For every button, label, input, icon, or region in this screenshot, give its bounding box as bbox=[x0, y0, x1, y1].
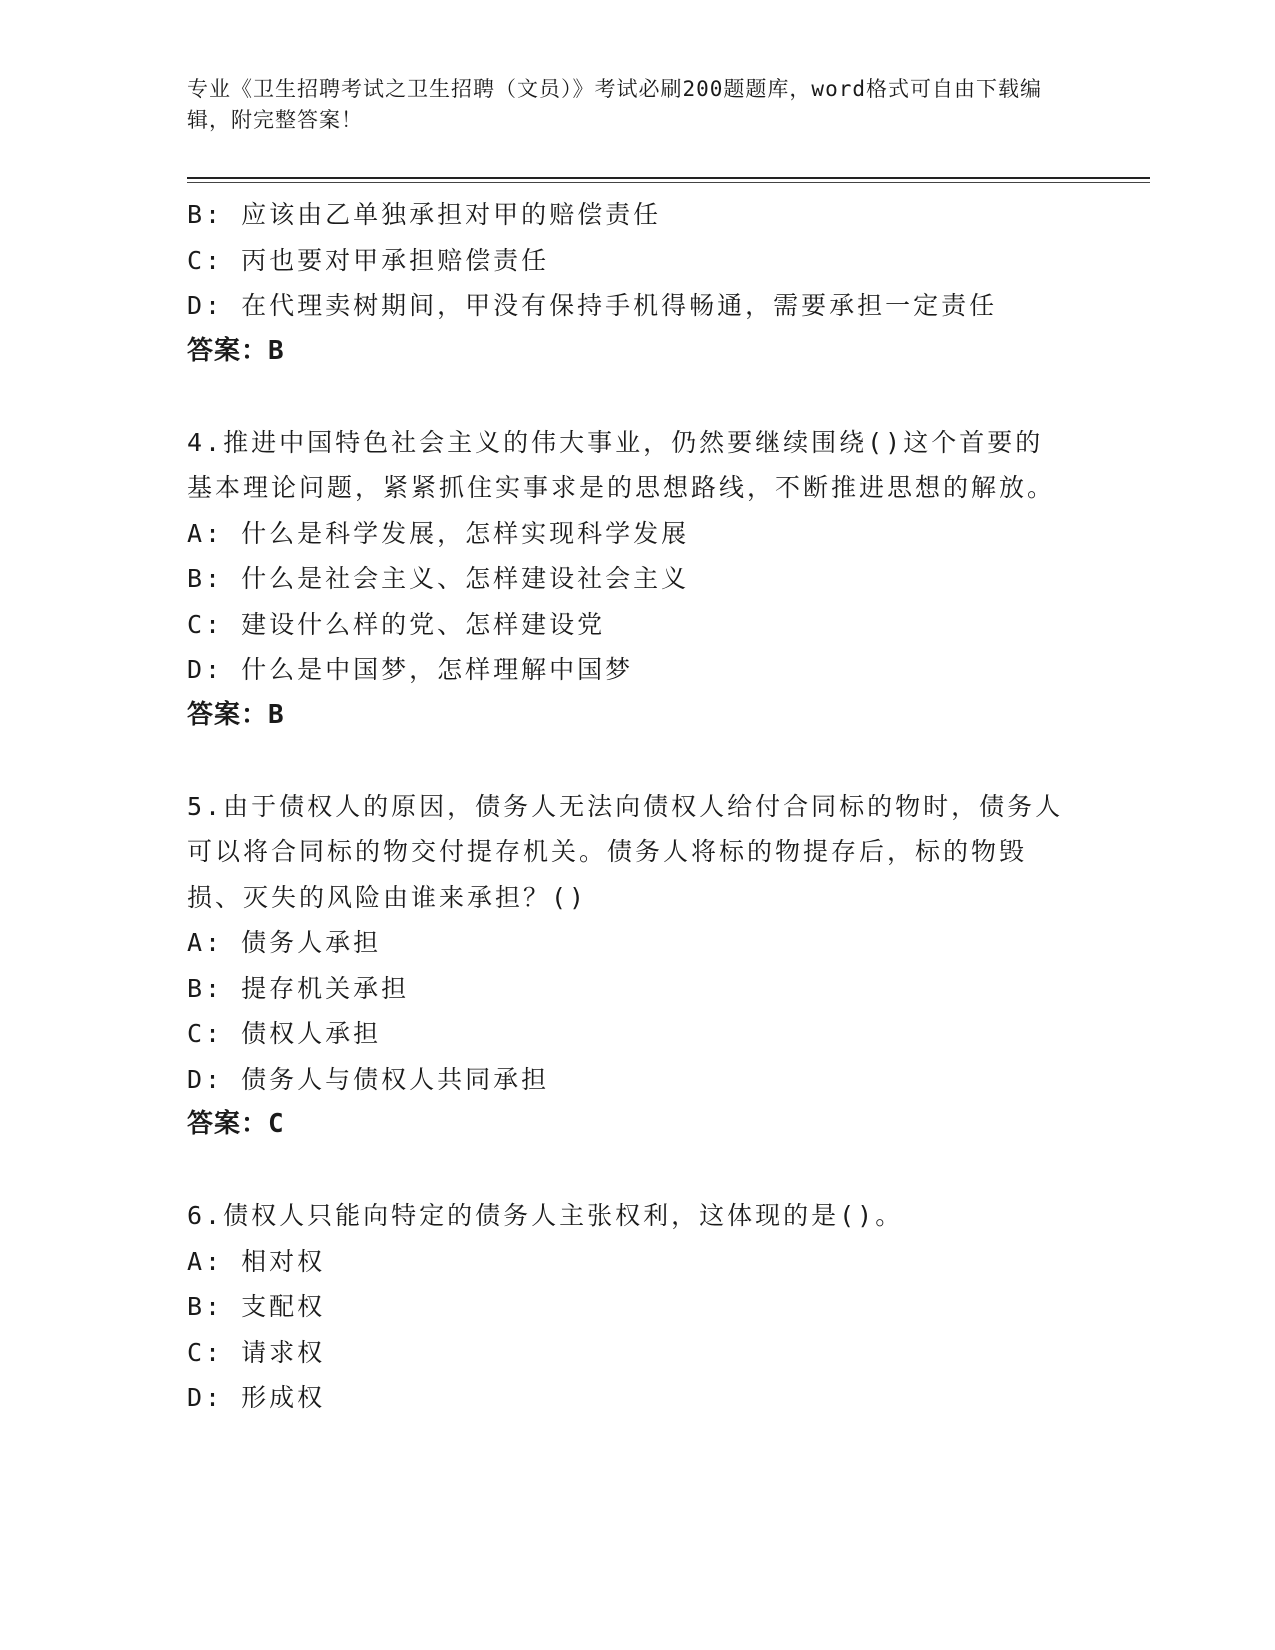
answer-label: 答案： bbox=[187, 699, 269, 730]
header-rule-thick bbox=[187, 177, 1150, 179]
answer-label: 答案： bbox=[187, 335, 269, 366]
question-4 bbox=[187, 420, 1067, 739]
question-list bbox=[187, 192, 1067, 1421]
answer-value: B bbox=[268, 335, 285, 366]
spacer bbox=[187, 1148, 1067, 1194]
question-3-tail bbox=[187, 192, 1067, 374]
answer-line bbox=[187, 693, 1067, 739]
answer-line bbox=[187, 329, 1067, 375]
document-header: 专业《卫生招聘考试之卫生招聘（文员）》考试必刷200题题库，word格式可自由下载编辑，附完整答案！ bbox=[187, 77, 1042, 132]
option-a: A: 什么是科学发展，怎样实现科学发展 bbox=[187, 518, 690, 548]
question-stem: 5.由于债权人的原因，债务人无法向债权人给付合同标的物时，债务人可以将合同标的物交付提存机关。债务人将标的物提存后，标的物毁损、灭失的风险由谁来承担？() bbox=[187, 791, 1064, 912]
option-a: A: 债务人承担 bbox=[187, 928, 382, 957]
answer-value: B bbox=[268, 699, 285, 730]
option-b: B: 什么是社会主义、怎样建设社会主义 bbox=[187, 564, 690, 593]
option-c: C: 请求权 bbox=[187, 1337, 326, 1367]
question-6 bbox=[187, 1193, 1067, 1421]
answer-label: 答案： bbox=[187, 1109, 269, 1139]
option-c: C: 丙也要对甲承担赔偿责任 bbox=[187, 245, 550, 275]
option-d: D: 形成权 bbox=[187, 1383, 326, 1412]
question-5 bbox=[187, 784, 1067, 1148]
spacer bbox=[187, 374, 1067, 420]
option-c: C: 建设什么样的党、怎样建设党 bbox=[187, 609, 606, 639]
option-b: B: 支配权 bbox=[187, 1292, 326, 1321]
question-stem: 6.债权人只能向特定的债务人主张权利，这体现的是()。 bbox=[187, 1201, 904, 1230]
header-rule-thin bbox=[187, 182, 1150, 183]
answer-value: C bbox=[268, 1109, 285, 1139]
answer-line bbox=[187, 1102, 1067, 1148]
question-stem: 4.推进中国特色社会主义的伟大事业，仍然要继续围绕()这个首要的基本理论问题，紧紧抓住实事求是的思想路线，不断推进思想的解放。 bbox=[187, 427, 1056, 502]
option-d: D: 在代理卖树期间，甲没有保持手机得畅通，需要承担一定责任 bbox=[187, 291, 998, 320]
option-d: D: 债务人与债权人共同承担 bbox=[187, 1064, 550, 1094]
option-c: C: 债权人承担 bbox=[187, 1019, 382, 1048]
option-b: B: 应该由乙单独承担对甲的赔偿责任 bbox=[187, 200, 662, 229]
spacer bbox=[187, 738, 1067, 784]
option-a: A: 相对权 bbox=[187, 1246, 326, 1276]
option-d: D: 什么是中国梦，怎样理解中国梦 bbox=[187, 655, 634, 684]
option-b: B: 提存机关承担 bbox=[187, 973, 410, 1003]
